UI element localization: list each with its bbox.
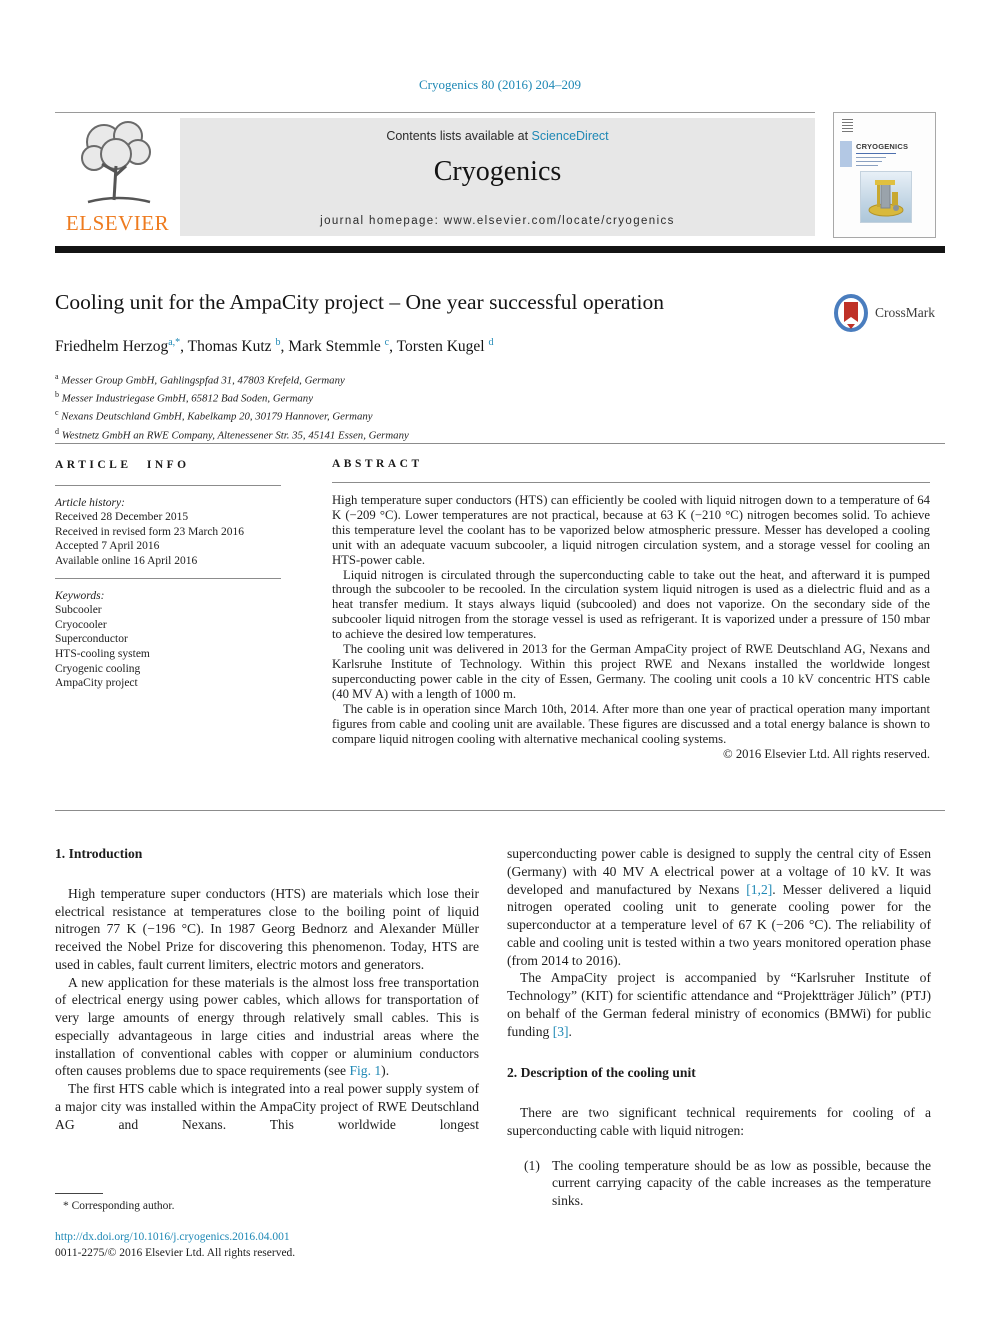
abstract-copyright: © 2016 Elsevier Ltd. All rights reserved.: [723, 747, 930, 762]
history-line: Received in revised form 23 March 2016: [55, 525, 245, 538]
cover-subtitle-line: [856, 153, 896, 154]
keyword: Subcooler: [55, 604, 102, 617]
doi-link[interactable]: http://dx.doi.org/10.1016/j.cryogenics.2016.04.001: [55, 1231, 290, 1243]
journal-title: Cryogenics: [433, 156, 562, 187]
affiliation: $^d$ Westnetz GmbH an RWE Company, Altenessener Str. 35, 45141 Essen, Germany: [55, 426, 409, 442]
abstract-paragraph: High temperature super conductors (HTS) can efficiently be cooled with liquid nitrogen down to a temperature of 64 K (−209 °C). Lower temperatures are not practical, because at 63 K (−210 °C) nitrogen becomes solid. To achieve this temperature level the coolant has to be vaporized below atmospheric pressure. Messer has developed a cooling unit with an adequate vacuum subcooler, a liquid nitrogen circulation system, and a storage vessel for cooling an HTS-power cable.: [332, 493, 930, 567]
abstract-paragraph: The cable is in operation since March 10th, 2014. After more than one year of practical operation many important figures from cable and cooling unit are available. These figures are discussed and a total energy balance is shown to compare liquid nitrogen cooling with alternative mechanical cooling systems.: [332, 701, 930, 746]
keyword: HTS-cooling system: [55, 647, 150, 660]
issn-copyright-line: 0011-2275/© 2016 Elsevier Ltd. All rights reserved.: [55, 1247, 296, 1259]
author-sup[interactable]: c: [384, 337, 390, 348]
keywords-label: Keywords:: [55, 589, 105, 602]
history-line: Received 28 December 2015: [55, 511, 189, 524]
elsevier-tree-icon: [66, 116, 170, 208]
article-info-heading: ARTICLE INFO: [55, 459, 190, 471]
affiliation: $^a$ Messer Group GmbH, Gahlingspfad 31, 47803 Krefeld, Germany: [55, 372, 345, 387]
author: , Torsten Kugel: [389, 338, 485, 356]
body-paragraph: There are two significant technical requirements for cooling of a superconducting cable with liquid nitrogen:: [507, 1105, 931, 1138]
journal-homepage-link[interactable]: journal homepage: www.elsevier.com/locate/cryogenics: [320, 215, 675, 227]
cover-subtitle-line: [856, 165, 878, 166]
author-sup[interactable]: d: [488, 337, 494, 348]
abstract-column: [332, 458, 930, 762]
infobox-bottom-rule: [55, 810, 945, 811]
cover-title: CRYOGENICS: [856, 142, 909, 151]
ref-3-link[interactable]: [3]: [552, 1023, 569, 1039]
author-sup[interactable]: b: [275, 337, 281, 348]
numbered-list-item: [507, 1157, 931, 1210]
crossmark-badge[interactable]: [833, 292, 953, 334]
corresponding-author-note: * Corresponding author.: [63, 1200, 175, 1212]
cover-subtitle-line: [856, 161, 882, 162]
history-line: Available online 16 April 2016: [55, 554, 198, 567]
elsevier-wordmark: ELSEVIER: [65, 211, 170, 235]
cover-blue-bar: [840, 141, 852, 167]
crossmark-label: CrossMark: [875, 305, 935, 320]
section-heading-description: 2. Description of the cooling unit: [507, 1065, 696, 1081]
keyword: Superconductor: [55, 633, 128, 646]
crossmark-icon: [833, 293, 869, 333]
section-heading-introduction: 1. Introduction: [55, 846, 143, 861]
keyword: AmpaCity project: [55, 677, 138, 690]
affiliation: $^b$ Messer Industriegase GmbH, 65812 Bad Soden, Germany: [55, 390, 313, 405]
abstract-heading-rule: [332, 482, 930, 483]
keyword: Cryogenic cooling: [55, 662, 141, 675]
journal-banner: [180, 118, 815, 236]
header-black-bar: [55, 246, 945, 253]
sciencedirect-link[interactable]: ScienceDirect: [531, 129, 609, 143]
keywords-separator-rule: [55, 578, 281, 579]
body-column-left: [55, 845, 479, 1133]
contents-prefix: Contents lists available at: [386, 129, 532, 143]
cover-machine-icon: [861, 172, 911, 222]
fig1-link[interactable]: Fig. 1: [349, 1063, 382, 1079]
keyword: Cryocooler: [55, 618, 107, 631]
abstract-text: [332, 493, 930, 746]
article-info-heading-rule: [55, 485, 281, 486]
journal-citation-link[interactable]: Cryogenics 80 (2016) 204–209: [418, 77, 582, 92]
list-item-text: The cooling temperature should be as low as possible, because the current carrying capacity of the cable increases as the temperature sinks.: [552, 1157, 931, 1208]
cover-subtitle-line: [856, 157, 886, 158]
list-item-marker: (1): [524, 1157, 540, 1173]
author-sup[interactable]: a,*: [168, 337, 181, 348]
abstract-paragraph: Liquid nitrogen is circulated through the superconducting cable to take out the heat, and afterward it is pumped through the subcooler to be recooled. In the circulation system liquid nitrogen is used as a dielectric fluid and as a heat transfer medium. It stays always liquid (subcooled) and does not vaporize. On the secondary side of the subcooler liquid nitrogen from the storage vessel is used as refrigerant. It is vaporized under a pressure of 150 mbar to achieve the desired low temperatures.: [332, 567, 930, 642]
body-paragraph: The AmpaCity project is accompanied by “Karlsruher Institute of Technology” (KIT) for scientific attendance and “Projektträger Jülich” (PTJ) on behalf of the German federal ministry of economics (BMWi) for public funding [3].: [507, 970, 931, 1039]
article-history-label: Article history:: [55, 496, 125, 509]
author: Friedhelm Herzog: [55, 338, 169, 356]
history-line: Accepted 7 April 2016: [55, 540, 160, 553]
author: , Thomas Kutz: [180, 338, 272, 356]
affiliation: $^c$ Nexans Deutschland GmbH, Kabelkamp 20, 30179 Hannover, Germany: [55, 408, 373, 423]
article-info-column: [55, 458, 281, 691]
abstract-heading: ABSTRACT: [332, 458, 423, 470]
affiliation-list: [55, 370, 409, 443]
cover-publisher-mark-icon: [842, 119, 853, 132]
banner-top-rule: [55, 112, 815, 113]
abstract-paragraph: The cooling unit was delivered in 2013 for the German AmpaCity project of RWE Deutschland AG, Nexans and Karlsruhe Institute of Technology. Within this project RWE and Nexans installed the worldwide longest superconducting power cable in the city of Essen, Germany. The cooling unit cools a 10 kV concentric HTS cable (40 MV A) with a length of 1000 m.: [332, 642, 930, 701]
contents-line: [180, 129, 815, 143]
body-paragraph: High temperature super conductors (HTS) are materials which lose their electrical resistance at temperatures close to the boiling point of liquid nitrogen 77 K (−196 °C). In 1987 Georg Bednorz and Alexander Müller received the Nobel Prize for discovering this phenomenon. Today, HTS are used in cables, fault current limiters, electric motors and generators.: [55, 885, 479, 972]
body-paragraph: The first HTS cable which is integrated into a real power supply system of a major city was installed within the AmpaCity project of RWE Deutschland AG and Nexans. This worldwide longest: [55, 1081, 479, 1132]
footnote-rule: [55, 1193, 103, 1194]
body-paragraph: superconducting power cable is designed to supply the central city of Essen (Germany) with 40 MV A electrical power at a voltage of 10 kV. It was developed and manufactured by Nexans [1,2]. Messer delivered a liquid nitrogen operated cooling unit to generate cooling power for the superconductor at a temperature level of 67 K (−206 °C). The reliability of cable and cooling unit is tested within a two years monitored operation phase (from 2014 to 2016).: [507, 846, 931, 968]
author: , Mark Stemmle: [280, 338, 381, 356]
article-title: Cooling unit for the AmpaCity project – One year successful operation: [55, 290, 665, 314]
body-paragraph: A new application for these materials is the almost loss free transportation of electrical energy using power cables, which allows for transportation of very large amounts of energy through relatively small cables. This is especially advantageous in large cities and industrial areas where the installation of conventional cables with copper or aluminium conductors often causes problems due to space requirements (see Fig. 1).: [55, 974, 479, 1079]
ref-1-2-link[interactable]: [1,2]: [746, 881, 773, 897]
elsevier-logo: [55, 116, 180, 238]
cover-photo: [860, 171, 912, 223]
author-list: [55, 337, 493, 356]
body-column-right: [507, 845, 931, 1210]
journal-cover-thumbnail[interactable]: [833, 112, 936, 238]
infobox-top-rule: [55, 443, 945, 444]
